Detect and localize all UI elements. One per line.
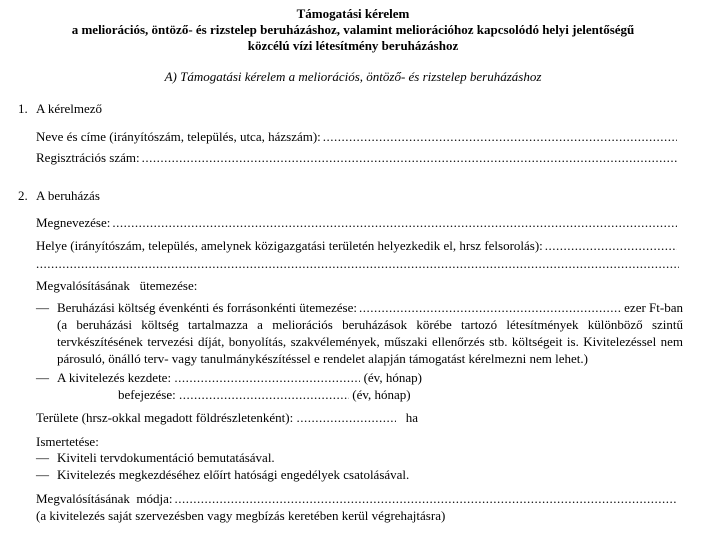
implementation-method-row: [36, 491, 679, 507]
form-subtitle: A) Támogatási kérelem a meliorációs, öntöző- és rizstelep beruházáshoz: [164, 69, 542, 84]
cost-dash: —: [36, 300, 49, 315]
applicant-name-address-label: Neve és címe (irányítószám, település, utca, házszám):: [36, 129, 321, 144]
construction-end-unit: (év, hónap): [352, 387, 411, 402]
description-heading: Ismertetése:: [36, 434, 99, 449]
investment-location-row: [36, 238, 679, 254]
form-title-line-2: a meliorációs, öntöző- és rizstelep beruházáshoz, valamint meliorációhoz kapcsolódó helyi jelentőségű: [71, 22, 635, 37]
section-2-heading: A beruházás: [36, 188, 100, 203]
construction-start-label: A kivitelezés kezdete:: [57, 370, 172, 385]
construction-end-label: befejezése:: [118, 387, 176, 402]
investment-location-continuation: [36, 256, 679, 272]
description-item-1-dash: —: [36, 450, 49, 465]
section-2-number: 2.: [18, 188, 28, 203]
area-field[interactable]: [296, 410, 396, 426]
investment-location-label: Helye (irányítószám, település, amelynek közigazgatási területén helyezkedik el, hrsz felsorolás):: [36, 238, 543, 253]
cost-schedule-label: Beruházási költség évenkénti és forrásonkénti ütemezése:: [57, 300, 357, 315]
description-item: Kiviteli tervdokumentáció bemutatásával.: [57, 450, 275, 465]
schedule-heading: Megvalósításának ütemezése:: [36, 278, 198, 293]
area-unit: ha: [405, 410, 418, 425]
implementation-method-label: Megvalósításának módja:: [36, 491, 173, 506]
cost-unit: ezer Ft-ban: [624, 300, 683, 315]
implementation-method-note: (a kivitelezés saját szervezésben vagy megbízás keretében kerül végrehajtásra): [36, 508, 446, 523]
construction-start-field[interactable]: [174, 370, 360, 386]
form-title-line-3: közcélú vízi létesítmény beruházáshoz: [247, 38, 459, 53]
description-item-2-dash: —: [36, 467, 49, 482]
section-1-number: 1.: [18, 101, 28, 116]
area-label: Területe (hrsz-okkal megadott földrészletenként):: [36, 410, 294, 425]
registration-number-row: [36, 150, 679, 166]
section-1-heading: A kérelmező: [36, 101, 103, 116]
area-row: [36, 410, 418, 426]
cost-note: (a beruházási költség tartalmazza a meliorációs beruházások körébe tartozó létesítmények különböző szintű tervkészítésének tervezési díját, bonyolítás, szakvélemények, műszaki ellenőrzés stb. költségeit is. Kivitelezéssel nem párosuló, önálló terv- vagy tanulmánykészítéssel e rendelet alapján támogatást kérelmezni nem lehet.): [57, 317, 683, 366]
investment-name-label: Megnevezése:: [36, 215, 111, 230]
registration-number-field[interactable]: [142, 150, 677, 166]
implementation-method-field[interactable]: [174, 491, 677, 507]
construction-start-row: [57, 370, 422, 386]
registration-number-label: Regisztrációs szám:: [36, 150, 140, 165]
investment-location-field[interactable]: [545, 238, 677, 254]
construction-end-row: [118, 387, 411, 403]
cost-schedule-field[interactable]: [359, 300, 622, 316]
description-item: Kivitelezés megkezdéséhez előírt hatósági engedélyek csatolásával.: [57, 467, 410, 482]
applicant-name-address-row: [36, 129, 679, 145]
form-title: Támogatási kérelem: [296, 6, 410, 21]
cost-schedule-row: [57, 300, 683, 316]
investment-name-row: [36, 215, 679, 231]
investment-name-field[interactable]: [112, 215, 677, 231]
investment-location-field-line-2[interactable]: [36, 256, 679, 272]
construction-start-unit: (év, hónap): [363, 370, 422, 385]
start-dash: —: [36, 370, 49, 385]
construction-end-field[interactable]: [179, 387, 349, 403]
applicant-name-address-field[interactable]: [323, 129, 677, 145]
